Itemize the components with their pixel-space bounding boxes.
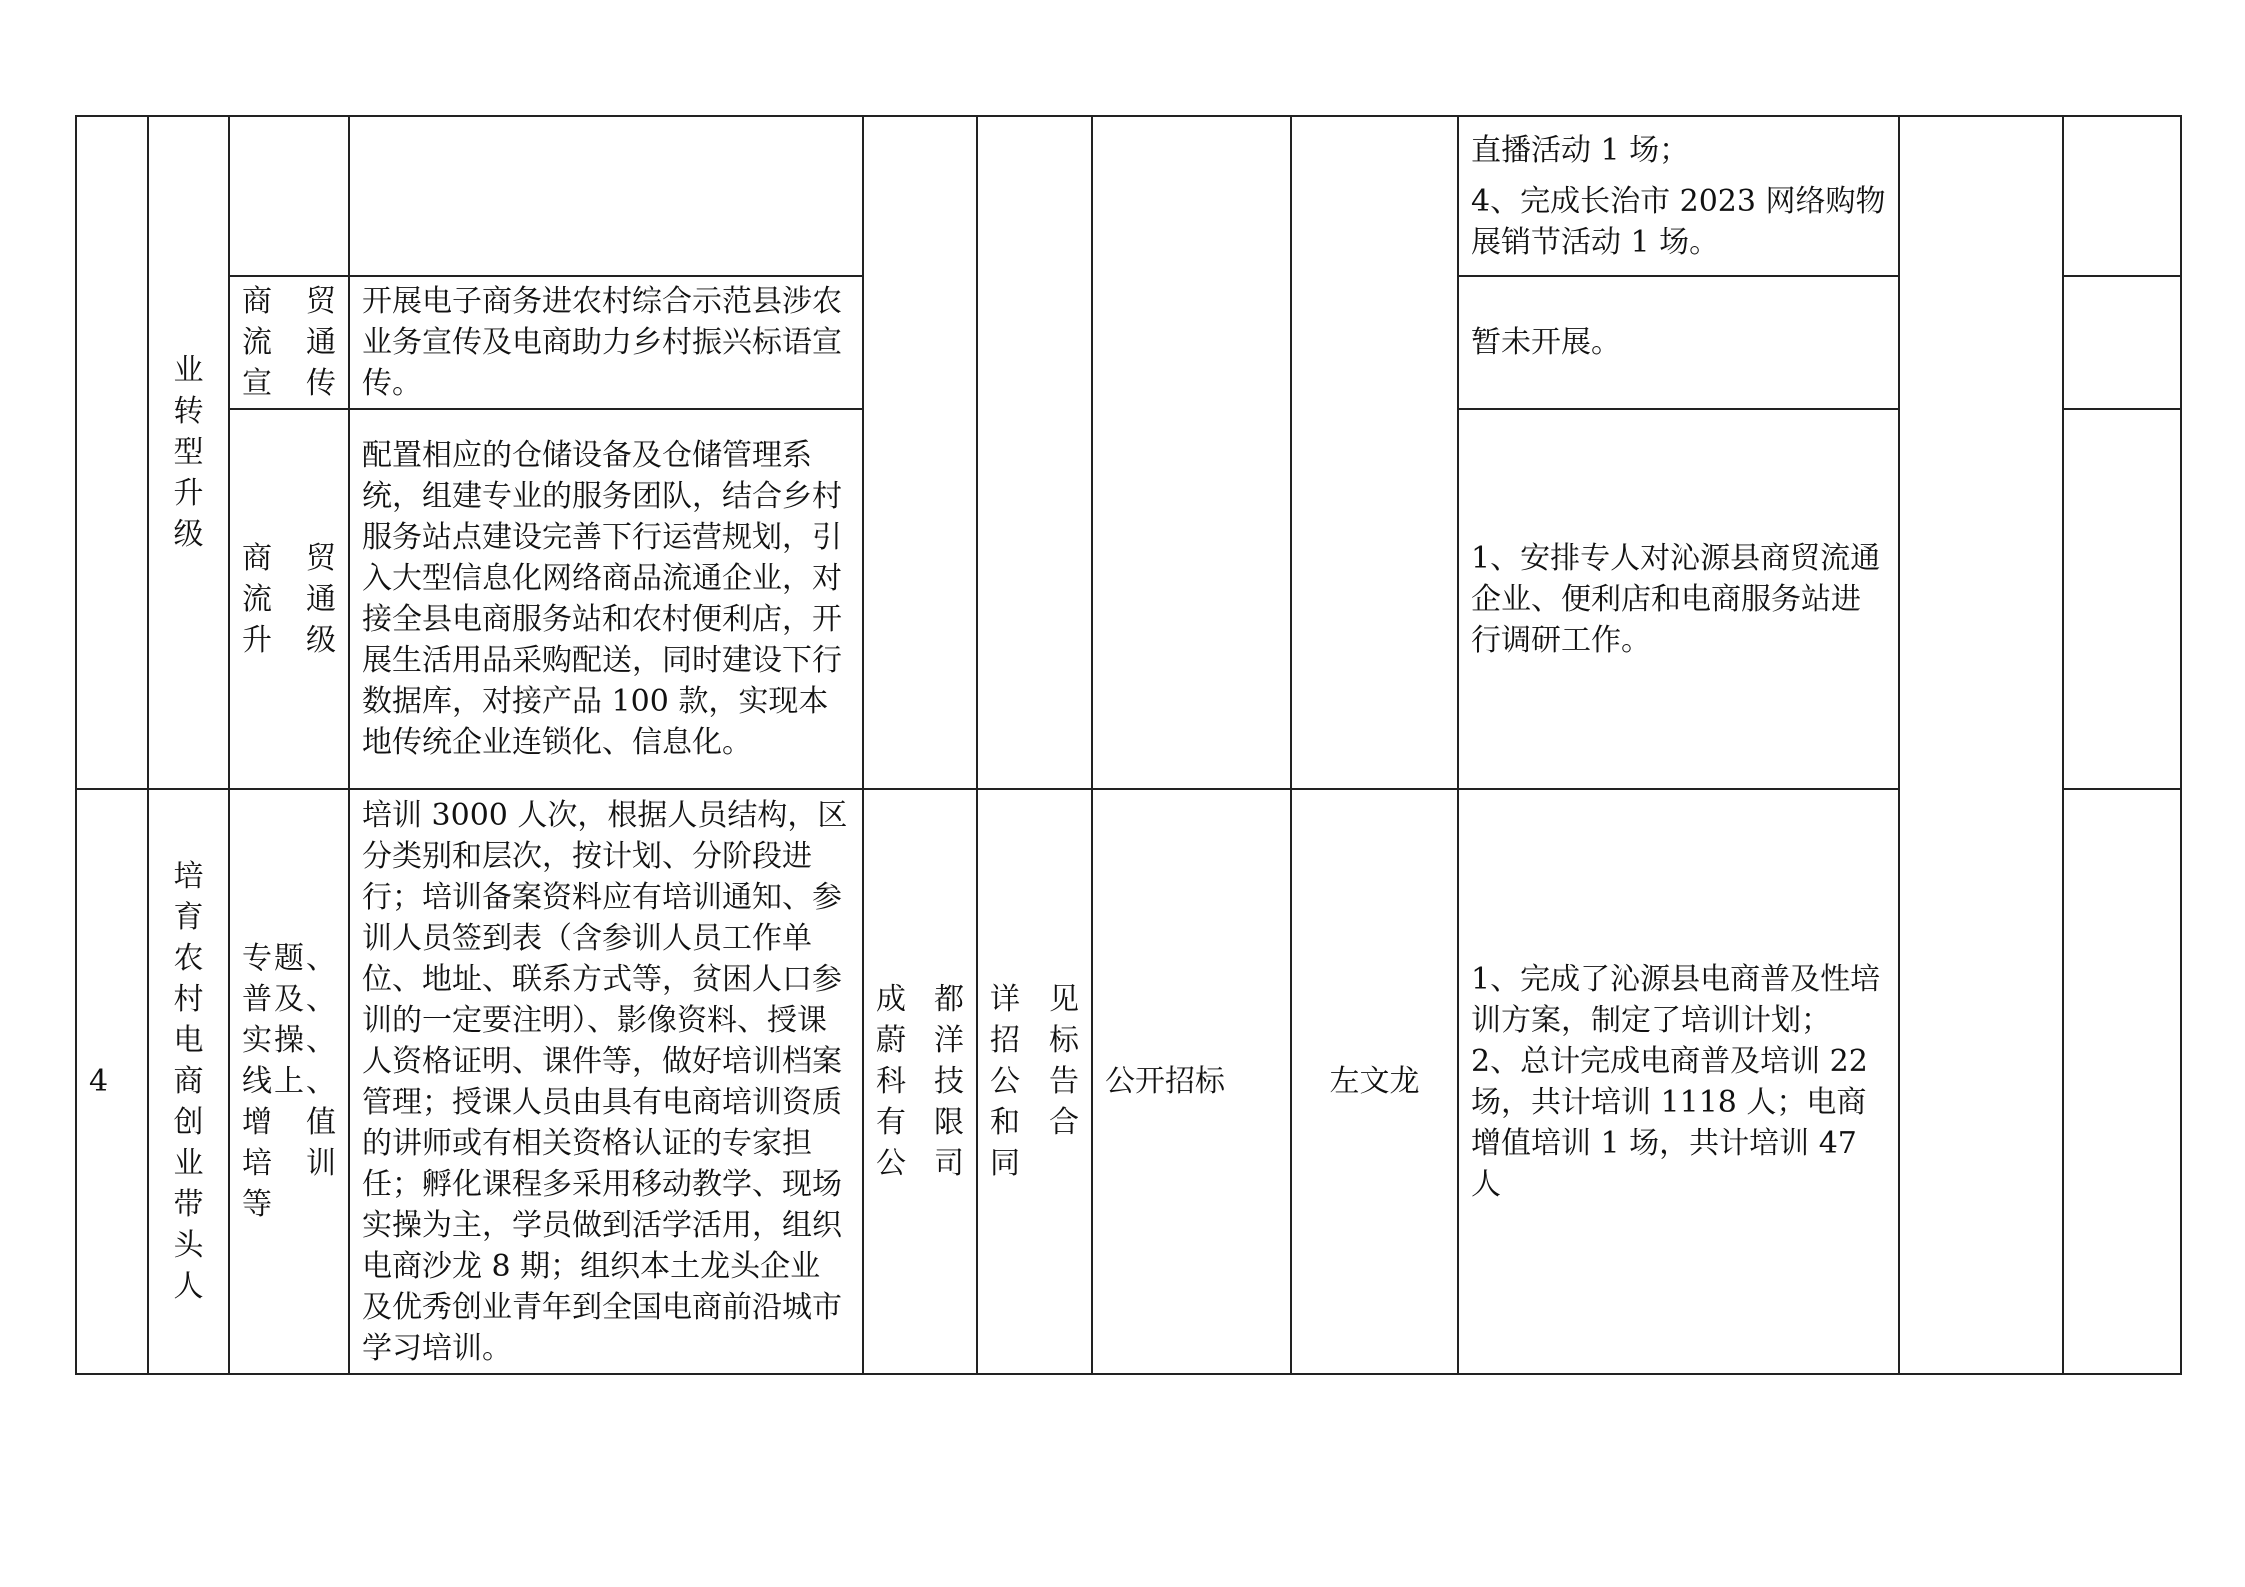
cell-content: 培训 3000 人次，根据人员结构，区分类别和层次，按计划、分阶段进行；培训备案资料应有培训通知、参训人员签到表（含参训人员工作单位、地址、联系方式等，贫困人口参训的一定要注明）、影像资料、授课人资格证明、课件等，做好培训档案管理；授课人员由具有电商培训资质的讲师或有相关资格认证的专家担任；孵化课程多采用移动教学、现场实操为主，学员做到活学活用，组织电商沙龙 8 期；组织本土龙头企业及优秀创业青年到全国电商前沿城市学习培训。 — [349, 789, 863, 1374]
cell-remark-empty — [1899, 116, 2063, 1374]
cell-content: 开展电子商务进农村综合示范县涉农业务宣传及电商助力乡村振兴标语宣传。 — [349, 276, 863, 409]
cell-extra-empty — [2063, 409, 2181, 789]
cell-subcategory: 商 贸 流 通 升级 — [229, 409, 349, 789]
cell-company-empty — [863, 116, 977, 789]
cell-extra-empty — [2063, 789, 2181, 1374]
cell-progress: 暂未开展。 — [1458, 276, 1899, 409]
progress-text-2: 2、总计完成电商普及培训 22 场，共计培训 1118 人；电商增值培训 1 场，共计培训 47 人 — [1471, 1043, 1868, 1202]
cell-contract-empty — [977, 116, 1092, 789]
category-text: 培育农村电商创业带头人 — [173, 859, 204, 1304]
project-progress-table — [75, 115, 2182, 1375]
cell-progress — [1458, 116, 1899, 276]
cell-person: 左文龙 — [1291, 789, 1458, 1374]
cell-subcategory: 专题、普及、实操、线上、增 值 培 训 等 — [229, 789, 349, 1374]
table-row — [76, 789, 2181, 1374]
table-row — [76, 116, 2181, 276]
cell-content: 配置相应的仓储设备及仓储管理系统，组建专业的服务团队，结合乡村服务站点建设完善下行运营规划，引入大型信息化网络商品流通企业，对接全县电商服务站和农村便利店，开展生活用品采购配送，同时建设下行数据库，对接产品 100 款，实现本地传统企业连锁化、信息化。 — [349, 409, 863, 789]
progress-text-2: 4、完成长治市 2023 网络购物展销节活动 1 场。 — [1471, 183, 1886, 260]
progress-text-1: 1、完成了沁源县电商普及性培训方案，制定了培训计划； — [1471, 961, 1881, 1038]
cell-index: 4 — [76, 789, 148, 1374]
cell-category — [148, 789, 229, 1374]
cell-extra-empty — [2063, 116, 2181, 276]
cell-subcategory: 商 贸 流 通 宣传 — [229, 276, 349, 409]
cell-person-empty — [1291, 116, 1458, 789]
cell-company: 成 都 蔚 洋 科 技 有 限 公司 — [863, 789, 977, 1374]
cell-extra-empty — [2063, 276, 2181, 409]
category-text: 业转型升级 — [173, 353, 204, 552]
cell-contract: 详 见 招 标 公 告 和 合 同 — [977, 789, 1092, 1374]
cell-progress: 1、安排专人对沁源县商贸流通企业、便利店和电商服务站进行调研工作。 — [1458, 409, 1899, 789]
cell-category — [148, 116, 229, 789]
progress-text-1: 直播活动 1 场； — [1471, 132, 1690, 168]
cell-progress — [1458, 789, 1899, 1374]
cell-index-empty — [76, 116, 148, 789]
cell-method-empty — [1092, 116, 1291, 789]
cell-content-empty — [349, 116, 863, 276]
cell-method: 公开招标 — [1092, 789, 1291, 1374]
cell-subcategory-empty — [229, 116, 349, 276]
